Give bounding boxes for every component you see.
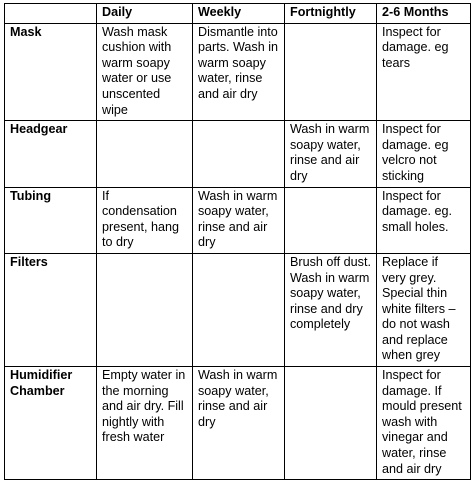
header-daily: Daily xyxy=(97,4,193,24)
header-corner-cell xyxy=(5,4,97,24)
row-label-headgear: Headgear xyxy=(5,121,97,187)
row-label-filters: Filters xyxy=(5,253,97,366)
cell-headgear-fortnightly: Wash in warm soapy water, rinse and air dry xyxy=(285,121,377,187)
row-label-tubing: Tubing xyxy=(5,187,97,253)
table-row-headgear xyxy=(5,121,471,187)
cell-mask-months: Inspect for damage. eg tears xyxy=(377,23,471,121)
header-fortnightly: Fortnightly xyxy=(285,4,377,24)
cleaning-schedule-table xyxy=(4,3,471,480)
table-row-humidifier-chamber xyxy=(5,367,471,480)
table-row-mask xyxy=(5,23,471,121)
table-row-tubing xyxy=(5,187,471,253)
cell-headgear-weekly xyxy=(193,121,285,187)
table-row-filters xyxy=(5,253,471,366)
cell-filters-daily xyxy=(97,253,193,366)
cell-headgear-months: Inspect for damage. eg velcro not sticking xyxy=(377,121,471,187)
cell-tubing-months: Inspect for damage. eg. small holes. xyxy=(377,187,471,253)
cell-humidifier-daily: Empty water in the morning and air dry. Fill nightly with fresh water xyxy=(97,367,193,480)
cell-tubing-daily: If condensation present, hang to dry xyxy=(97,187,193,253)
cell-tubing-weekly: Wash in warm soapy water, rinse and air dry xyxy=(193,187,285,253)
cell-humidifier-months: Inspect for damage. If mould present wash with vinegar and water, rinse and air dry xyxy=(377,367,471,480)
header-2-6-months: 2-6 Months xyxy=(377,4,471,24)
cell-mask-fortnightly xyxy=(285,23,377,121)
cell-humidifier-weekly: Wash in warm soapy water, rinse and air dry xyxy=(193,367,285,480)
row-label-humidifier-chamber: Humidifier Chamber xyxy=(5,367,97,480)
cleaning-schedule-container xyxy=(4,3,471,480)
row-label-mask: Mask xyxy=(5,23,97,121)
header-weekly: Weekly xyxy=(193,4,285,24)
cell-headgear-daily xyxy=(97,121,193,187)
cell-humidifier-fortnightly xyxy=(285,367,377,480)
cell-filters-fortnightly: Brush off dust. Wash in warm soapy water, rinse and dry completely xyxy=(285,253,377,366)
cell-filters-months: Replace if very grey. Special thin white filters – do not wash and replace when grey xyxy=(377,253,471,366)
cell-mask-daily: Wash mask cushion with warm soapy water or use unscented wipe xyxy=(97,23,193,121)
header-row xyxy=(5,4,471,24)
cell-tubing-fortnightly xyxy=(285,187,377,253)
cell-filters-weekly xyxy=(193,253,285,366)
cell-mask-weekly: Dismantle into parts. Wash in warm soapy water, rinse and air dry xyxy=(193,23,285,121)
